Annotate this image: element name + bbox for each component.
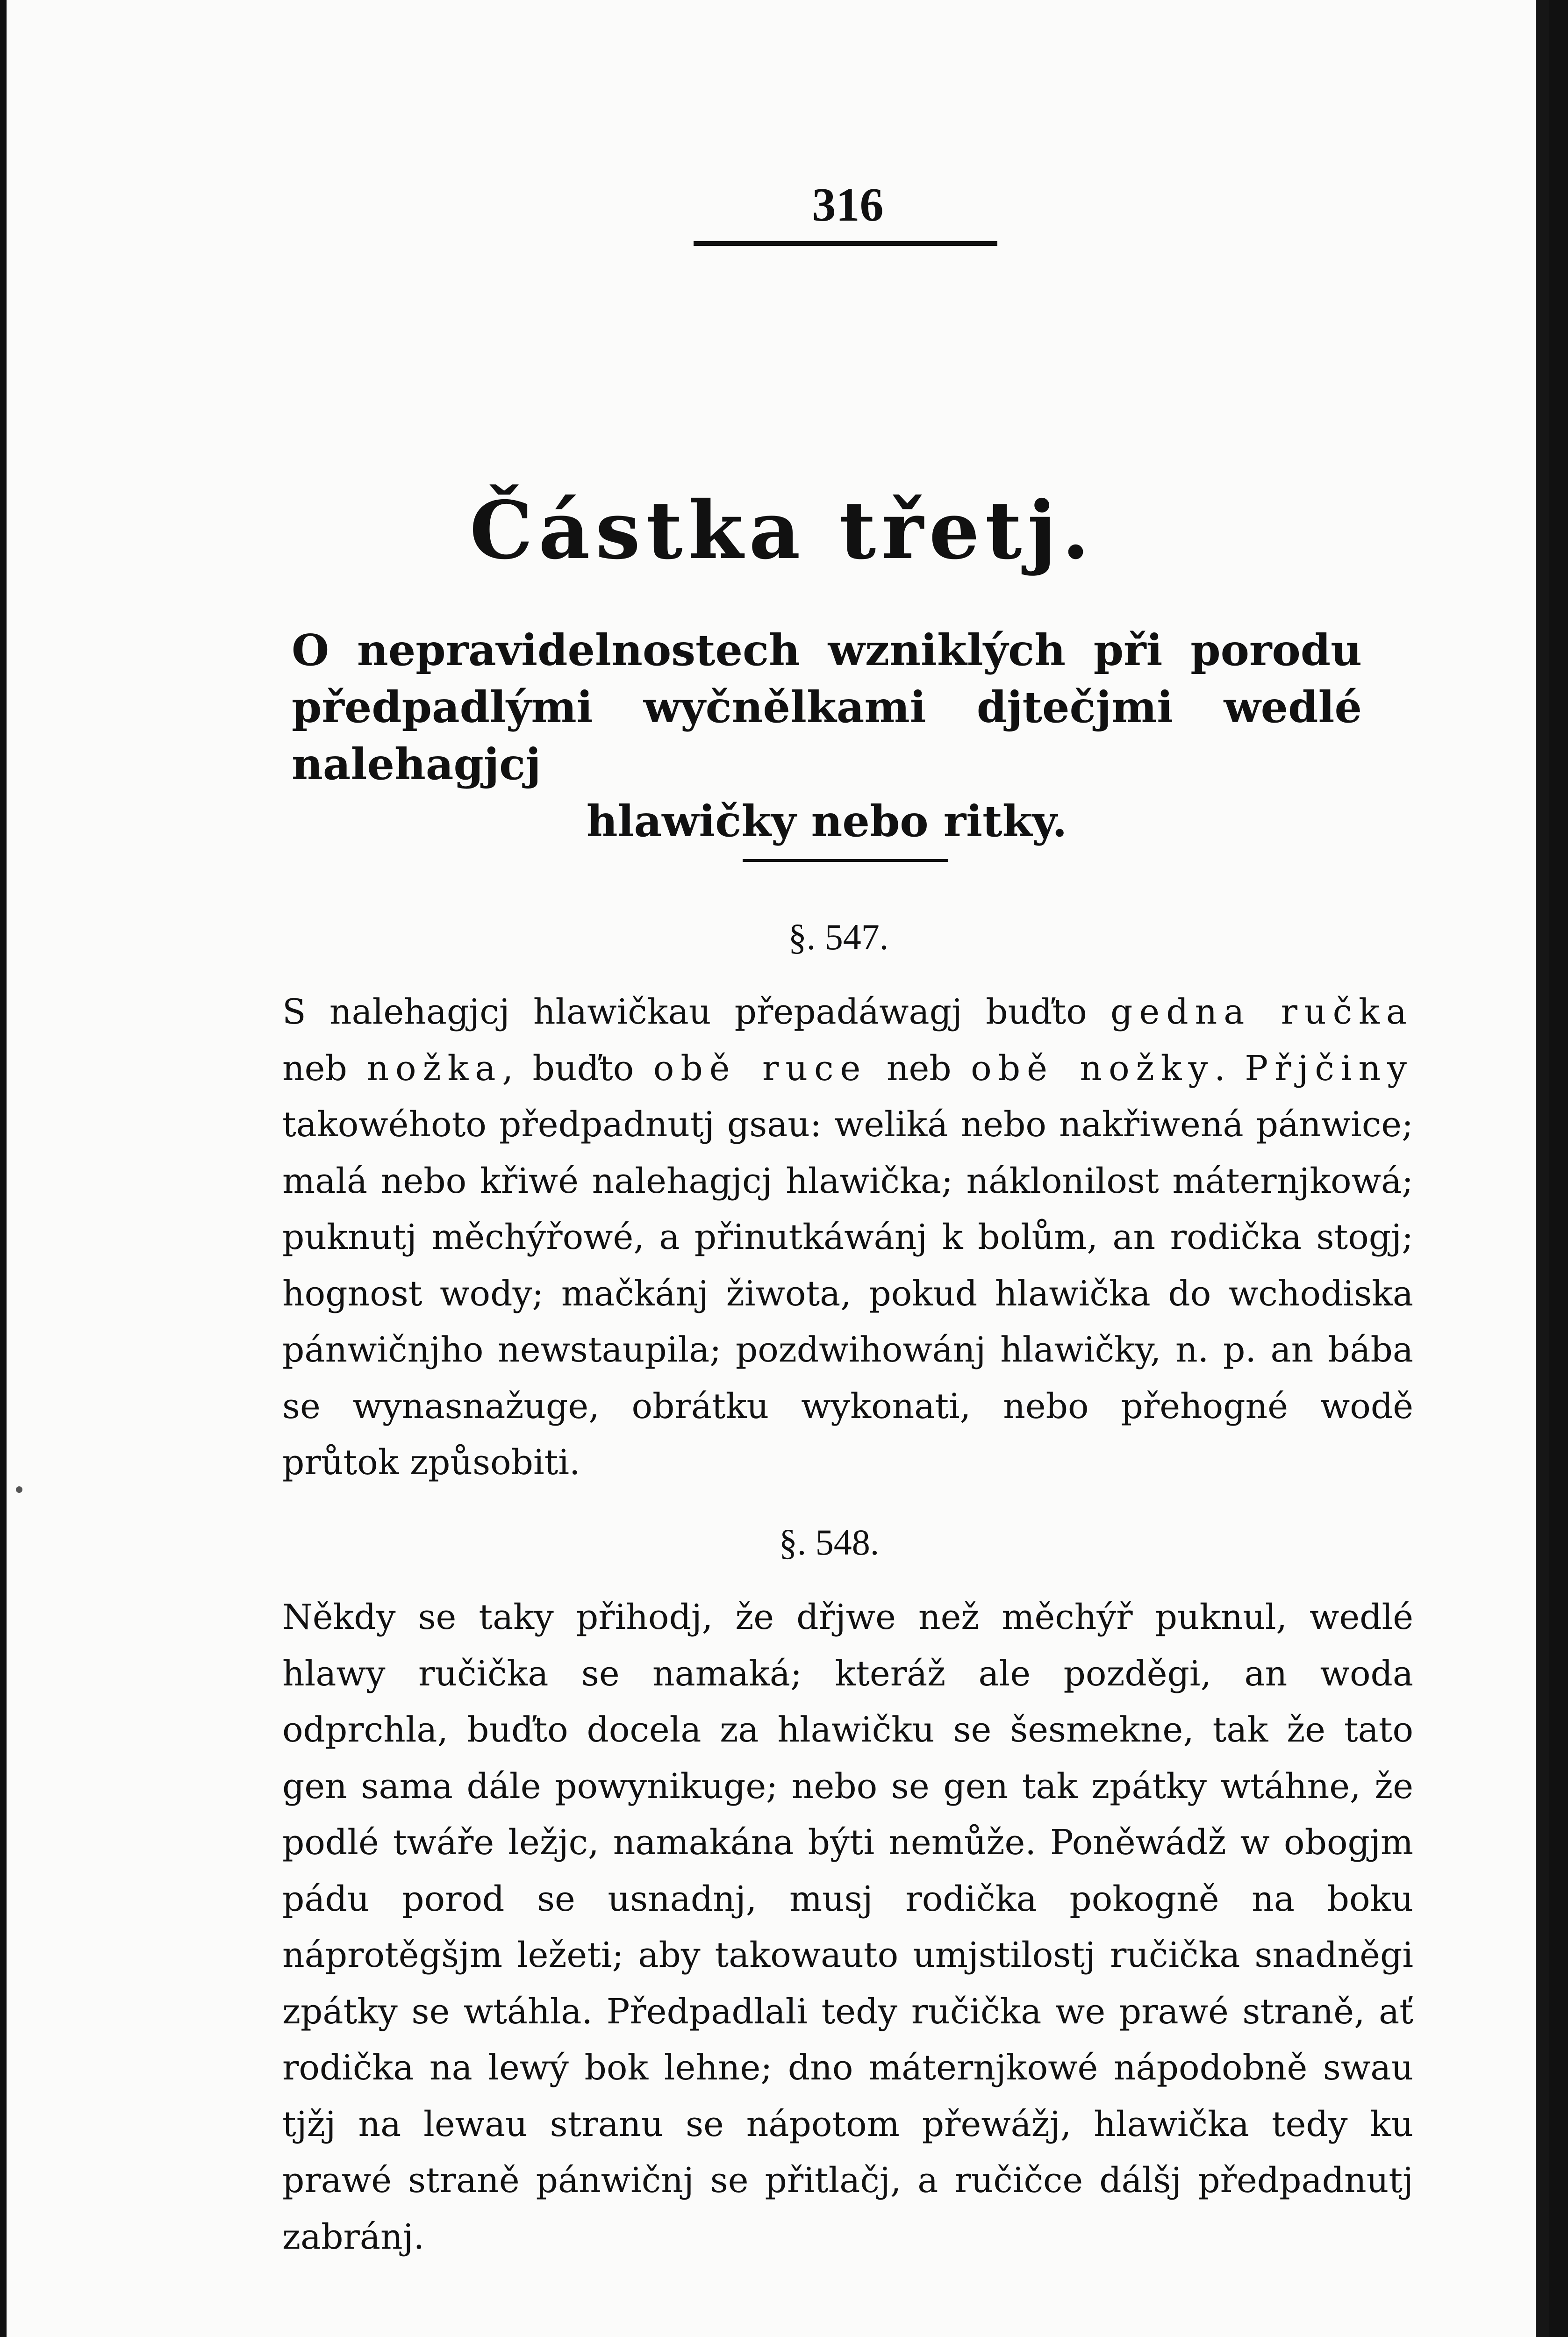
page-number-rule xyxy=(694,241,997,246)
paragraph-text: takowéhoto předpadnutj gsau: weliká nebo nakřiwená pánwice; malá nebo křiwé nalehagjcj hlawička; náklonilost máternjkowá; puknutj měchýřowé, a přinutkáwánj k bolům, an rodička stogj; hognost wody; mačkánj žiwota, pokud hlawička do wchodiska pánwičnjho newstaupila; pozdwihowánj hlawičky, n. p. an bába se wynasnažuge, obrátku wykonati, nebo přehogné wodě průtok způsobiti. xyxy=(282,1104,1413,1483)
paragraph-text: S nalehagjcj hlawičkau přepadáwagj buďto xyxy=(282,992,1111,1032)
page-number: 316 xyxy=(812,179,884,231)
section-subtitle xyxy=(292,622,1362,850)
paragraph-heading: §. 547. xyxy=(788,917,889,957)
paragraph-text: neb xyxy=(867,1048,971,1089)
emphasis-text: Přjčiny xyxy=(1245,1048,1413,1089)
margin-speck xyxy=(16,1486,22,1493)
emphasis-text: gedna ručka xyxy=(1110,992,1414,1032)
section-title: Částka třetj. xyxy=(469,484,1095,577)
section-subtitle-main: O nepravidelnostech wzniklých při porodu předpadlými wyčnělkami djtečjmi wedlé nalehagjcj xyxy=(292,625,1362,789)
title-divider xyxy=(743,859,948,862)
emphasis-text: obě nožky xyxy=(971,1048,1215,1089)
paragraph-548: Někdy se taky přihodj, že dřjwe než měchýř puknul, wedlé hlawy ručička se namaká; kteráž ale pozděgi, an woda odprchla, buďto docela za hlawičku se šesmekne, tak že tato gen sama dále powynikuge; nebo se gen tak zpátky wtáhne, že podlé twáře ležjc, namakána býti nemůže. Poněwádž w obogjm pádu porod se usnadnj, musj rodička pokogně na boku náprotěgšjm ležeti; aby takowauto umjstilostj ručička snadněgi zpátky se wtáhla. Předpadlali tedy ručička we prawé straně, ať rodička na lewý bok lehne; dno máternjkowé nápodobně swau tjžj na lewau stranu se nápotom přewážj, hlawička tedy ku prawé straně pánwičnj se přitlačj, a ručičce dálšj předpadnutj zabránj. xyxy=(282,1597,1413,2257)
paragraph-547 xyxy=(282,984,1413,1491)
paragraph-text: . xyxy=(1214,1048,1245,1089)
paragraph-text: neb xyxy=(282,1048,367,1089)
page-edge-shadow xyxy=(1536,0,1549,2337)
emphasis-text: obě ruce xyxy=(653,1048,867,1089)
paragraph-heading: §. 548. xyxy=(779,1522,880,1563)
emphasis-text: nožka xyxy=(366,1048,502,1089)
paragraph-text: , buďto xyxy=(502,1048,653,1089)
section-subtitle-end: hlawičky nebo ritky. xyxy=(586,796,1067,846)
bleed-through-text xyxy=(282,290,1404,346)
book-page xyxy=(7,0,1549,2337)
